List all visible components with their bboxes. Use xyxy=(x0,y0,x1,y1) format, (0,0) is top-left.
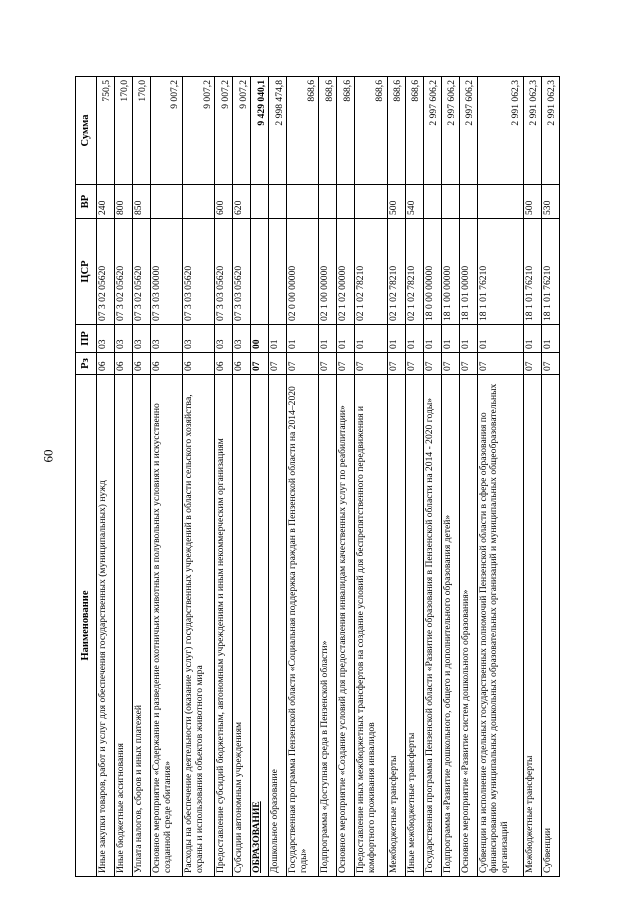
row-vr xyxy=(287,185,319,219)
row-csr: 07 3 02 05620 xyxy=(133,219,151,325)
row-csr: 02 1 00 00000 xyxy=(319,219,337,325)
table-row xyxy=(477,77,523,877)
row-sum: 868,6 xyxy=(319,77,337,185)
row-vr: 850 xyxy=(133,185,151,219)
row-pr: 01 xyxy=(477,325,523,353)
row-sum: 170,0 xyxy=(133,77,151,185)
row-name: Субвенции на исполнение отдельных государственных полномочий Пензенской области в сфере образования по финансированию муниципальных дошкольных образовательных организаций и муниципальных общеобразовательных организаций xyxy=(477,375,523,877)
table-row xyxy=(215,77,233,877)
table-row xyxy=(405,77,423,877)
row-vr xyxy=(441,185,459,219)
row-pr: 03 xyxy=(133,325,151,353)
row-vr: 620 xyxy=(233,185,251,219)
row-name: Подпрограмма «Развитие дошкольного, общего и дополнительного образования детей» xyxy=(441,375,459,877)
row-name: Субсидии автономным учреждениям xyxy=(233,375,251,877)
row-vr xyxy=(183,185,215,219)
row-rz: 07 xyxy=(405,353,423,375)
row-pr: 01 xyxy=(459,325,477,353)
row-pr: 01 xyxy=(441,325,459,353)
row-csr: 07 3 02 05620 xyxy=(115,219,133,325)
row-vr xyxy=(477,185,523,219)
row-csr: 07 3 03 05620 xyxy=(233,219,251,325)
row-vr xyxy=(459,185,477,219)
row-vr: 800 xyxy=(115,185,133,219)
row-sum: 9 007,2 xyxy=(183,77,215,185)
row-csr: 02 1 02 00000 xyxy=(337,219,355,325)
row-csr: 02 1 02 78210 xyxy=(387,219,405,325)
row-rz: 06 xyxy=(151,353,183,375)
table-row xyxy=(387,77,405,877)
table-row xyxy=(459,77,477,877)
row-csr: 07 3 03 05620 xyxy=(215,219,233,325)
row-rz: 07 xyxy=(355,353,387,375)
row-pr: 01 xyxy=(541,325,559,353)
table-row xyxy=(133,77,151,877)
table-row xyxy=(183,77,215,877)
row-name: Государственная программа Пензенской области «Развитие образования в Пензенской области на 2014 - 2020 годы» xyxy=(423,375,441,877)
row-sum: 9 429 040,1 xyxy=(251,77,269,185)
row-sum: 9 007,2 xyxy=(151,77,183,185)
table-row xyxy=(115,77,133,877)
row-pr: 01 xyxy=(269,325,287,353)
row-name: Основное мероприятие «Содержание и разведение охотничьих животных в полувольных условиях и искусственно созданной среде обитания» xyxy=(151,375,183,877)
row-name: Межбюджетные трансферты xyxy=(387,375,405,877)
table-row xyxy=(441,77,459,877)
row-csr: 18 1 00 00000 xyxy=(441,219,459,325)
row-name: Субвенции xyxy=(541,375,559,877)
row-name: Предоставление субсидий бюджетным, автономным учреждениям и иным некоммерческим организациям xyxy=(215,375,233,877)
header-csr: ЦСР xyxy=(76,219,97,325)
row-csr: 07 3 03 00000 xyxy=(151,219,183,325)
row-rz: 07 xyxy=(269,353,287,375)
row-rz: 07 xyxy=(423,353,441,375)
row-pr: 01 xyxy=(405,325,423,353)
row-pr: 01 xyxy=(337,325,355,353)
row-csr: 18 1 01 76210 xyxy=(541,219,559,325)
row-pr: 03 xyxy=(97,325,115,353)
table-row xyxy=(337,77,355,877)
row-pr: 03 xyxy=(215,325,233,353)
row-rz: 07 xyxy=(523,353,541,375)
row-name: Иные закупки товаров, работ и услуг для обеспечения государственных (муниципальных) нужд xyxy=(97,375,115,877)
row-csr xyxy=(251,219,269,325)
header-pr: ПР xyxy=(76,325,97,353)
row-rz: 07 xyxy=(287,353,319,375)
row-vr xyxy=(337,185,355,219)
table-row xyxy=(251,77,269,877)
table-row xyxy=(97,77,115,877)
table-header-row xyxy=(76,77,97,877)
row-name: Дошкольное образование xyxy=(269,375,287,877)
row-sum: 2 998 474,8 xyxy=(269,77,287,185)
row-sum: 9 007,2 xyxy=(233,77,251,185)
row-name: ОБРАЗОВАНИЕ xyxy=(251,375,269,877)
row-name: Межбюджетные трансферты xyxy=(523,375,541,877)
budget-table xyxy=(75,76,560,877)
row-vr: 240 xyxy=(97,185,115,219)
table-body xyxy=(97,77,560,877)
row-vr: 530 xyxy=(541,185,559,219)
row-vr xyxy=(355,185,387,219)
row-pr: 03 xyxy=(115,325,133,353)
row-pr: 03 xyxy=(233,325,251,353)
row-name: Подпрограмма «Доступная среда в Пензенской области» xyxy=(319,375,337,877)
table-row xyxy=(541,77,559,877)
row-rz: 07 xyxy=(477,353,523,375)
table-row xyxy=(423,77,441,877)
table-row xyxy=(287,77,319,877)
row-csr xyxy=(269,219,287,325)
row-rz: 07 xyxy=(251,353,269,375)
row-rz: 06 xyxy=(97,353,115,375)
row-sum: 2 991 062,3 xyxy=(477,77,523,185)
row-csr: 07 3 03 05620 xyxy=(183,219,215,325)
row-sum: 2 997 606,2 xyxy=(441,77,459,185)
row-csr: 02 1 02 78210 xyxy=(405,219,423,325)
row-rz: 07 xyxy=(319,353,337,375)
row-name: Предоставление иных межбюджетных трансфертов на создание условий для беспрепятственного передвижения и комфортного проживания инвалидов xyxy=(355,375,387,877)
row-rz: 07 xyxy=(541,353,559,375)
row-vr: 500 xyxy=(387,185,405,219)
row-vr xyxy=(251,185,269,219)
row-vr xyxy=(423,185,441,219)
row-rz: 06 xyxy=(133,353,151,375)
row-name: Иные межбюджетные трансферты xyxy=(405,375,423,877)
row-name: Основное мероприятие «Создание условий для предоставления инвалидам качественных услуг по реабилитации» xyxy=(337,375,355,877)
row-sum: 2 991 062,3 xyxy=(541,77,559,185)
row-pr: 01 xyxy=(319,325,337,353)
table-row xyxy=(355,77,387,877)
row-vr xyxy=(269,185,287,219)
row-csr: 18 1 01 00000 xyxy=(459,219,477,325)
row-sum: 750,5 xyxy=(97,77,115,185)
row-csr: 18 1 01 76210 xyxy=(523,219,541,325)
row-rz: 07 xyxy=(387,353,405,375)
row-pr: 01 xyxy=(387,325,405,353)
row-csr: 02 1 02 78210 xyxy=(355,219,387,325)
row-sum: 2 997 606,2 xyxy=(459,77,477,185)
row-pr: 01 xyxy=(423,325,441,353)
row-sum: 170,0 xyxy=(115,77,133,185)
row-sum: 868,6 xyxy=(405,77,423,185)
row-pr: 01 xyxy=(523,325,541,353)
row-sum: 868,6 xyxy=(287,77,319,185)
row-vr: 500 xyxy=(523,185,541,219)
row-rz: 06 xyxy=(233,353,251,375)
table-row xyxy=(233,77,251,877)
row-rz: 07 xyxy=(441,353,459,375)
table-row xyxy=(523,77,541,877)
row-pr: 01 xyxy=(355,325,387,353)
row-pr: 01 xyxy=(287,325,319,353)
row-name: Государственная программа Пензенской области «Социальная поддержка граждан в Пензенской области на 2014–2020 годы» xyxy=(287,375,319,877)
row-name: Расходы на обеспечение деятельности (оказание услуг) государственных учреждений в области сельского хозяйства, охраны и использования объектов животного мира xyxy=(183,375,215,877)
row-rz: 06 xyxy=(183,353,215,375)
row-csr: 18 0 00 00000 xyxy=(423,219,441,325)
row-pr: 03 xyxy=(151,325,183,353)
table-row xyxy=(319,77,337,877)
row-pr: 03 xyxy=(183,325,215,353)
header-name: Наименование xyxy=(76,375,97,877)
row-sum: 868,6 xyxy=(355,77,387,185)
table-row xyxy=(151,77,183,877)
row-sum: 9 007,2 xyxy=(215,77,233,185)
row-vr xyxy=(319,185,337,219)
row-vr xyxy=(151,185,183,219)
row-csr: 07 3 02 05620 xyxy=(97,219,115,325)
row-rz: 06 xyxy=(115,353,133,375)
row-rz: 06 xyxy=(215,353,233,375)
row-vr: 600 xyxy=(215,185,233,219)
row-sum: 868,6 xyxy=(337,77,355,185)
row-name: Основное мероприятие «Развитие систем дошкольного образования» xyxy=(459,375,477,877)
row-csr: 02 0 00 00000 xyxy=(287,219,319,325)
row-sum: 2 991 062,3 xyxy=(523,77,541,185)
row-csr: 18 1 01 76210 xyxy=(477,219,523,325)
rotated-table-container xyxy=(75,77,560,877)
row-rz: 07 xyxy=(337,353,355,375)
row-pr: 00 xyxy=(251,325,269,353)
row-vr: 540 xyxy=(405,185,423,219)
page-number: 60 xyxy=(40,449,56,463)
header-sum: Сумма xyxy=(76,77,97,185)
row-sum: 2 997 606,2 xyxy=(423,77,441,185)
row-rz: 07 xyxy=(459,353,477,375)
header-vr: ВР xyxy=(76,185,97,219)
row-name: Иные бюджетные ассигнования xyxy=(115,375,133,877)
table-row xyxy=(269,77,287,877)
row-sum: 868,6 xyxy=(387,77,405,185)
header-rz: Рз xyxy=(76,353,97,375)
row-name: Уплата налогов, сборов и иных платежей xyxy=(133,375,151,877)
